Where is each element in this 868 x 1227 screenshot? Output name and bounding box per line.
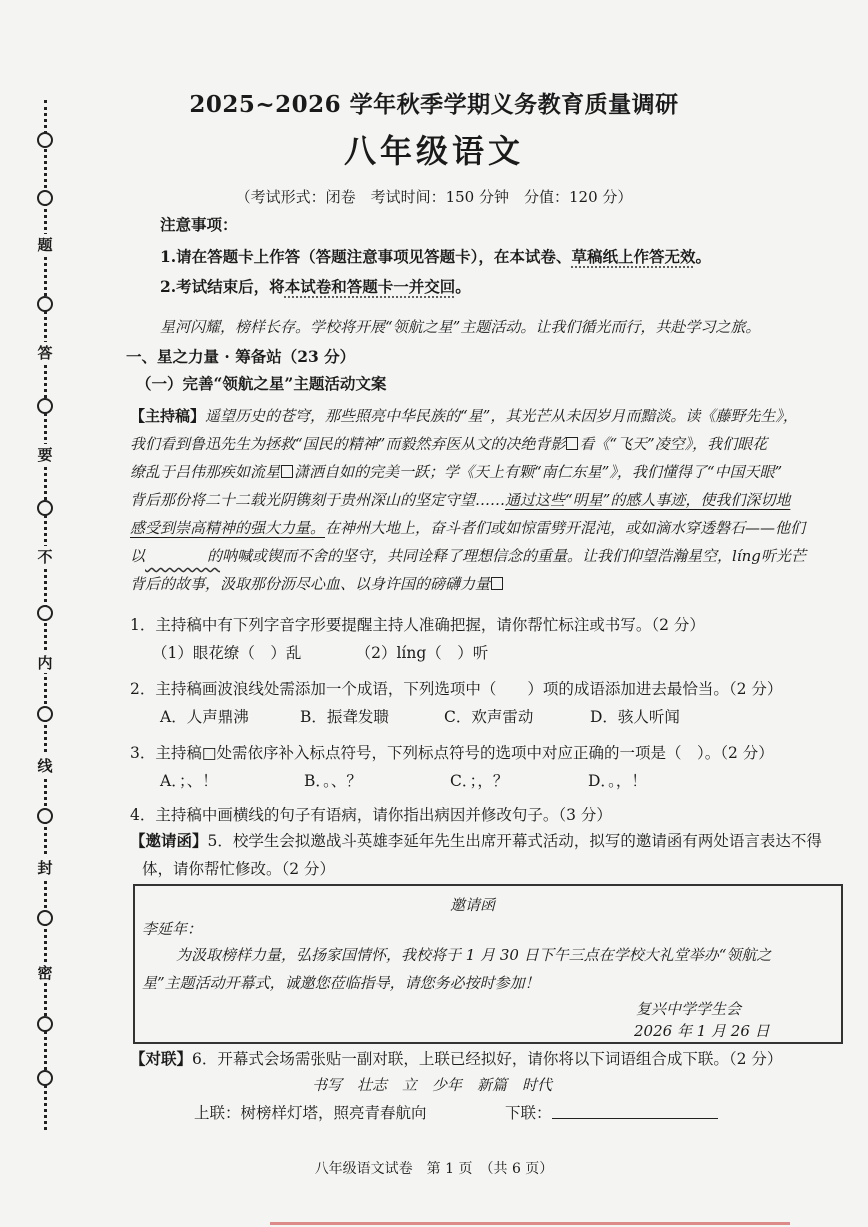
host-text: 背后的故事，汲取那份沥尽心血、以身许国的磅礴力量 (130, 575, 491, 593)
host-text: 看《“飞天”凌空》，我们眼花 (579, 435, 768, 453)
host-text: 以 (130, 547, 146, 565)
exam-title: 2025~2026 学年秋季学期义务教育质量调研 (189, 91, 679, 118)
host-text: 遥望历史的苍穹，那些照亮中华民族的“星”，其光芒从未因岁月而黯淡。读《藤野先生》， (205, 407, 798, 425)
notes-text: 。 (695, 247, 711, 266)
seal-char: 内 (37, 654, 53, 672)
option-d: D．骇人听闻 (590, 708, 680, 726)
host-text: 背后那份将二十二载光阴镌刻于贵州深山的坚定守望…… (130, 491, 506, 509)
page-footer: 八年级语文试卷 第 1 页 （共 6 页） (314, 1161, 554, 1177)
host-line (130, 430, 850, 458)
invitation-salutation: 李延年： (142, 920, 203, 938)
question-5-cont: 体，请你帮忙修改。（2 分） (142, 860, 336, 878)
invitation-date: 2026 年 1 月 26 日 (634, 1022, 770, 1040)
q6-text: 6．开幕式会场需张贴一副对联，上联已经拟好，请你将以下词语组合成下联。（2 分） (192, 1050, 783, 1068)
underlined-sentence: 通过这些“明星”的感人事迹，使我们深切地 (505, 491, 791, 509)
host-text: 在神州大地上，奋斗者们或如惊雷劈开混沌，或如滴水穿透磐石——他们 (325, 519, 806, 537)
option-b: B．振聋发聩 (300, 708, 389, 726)
host-text: 缭乱于吕伟那疾如流星 (130, 463, 281, 481)
blank-box (491, 577, 503, 590)
host-label: 【主持稿】 (130, 407, 206, 425)
notes-item-1 (160, 244, 711, 270)
notes-emphasis: 草稿纸上作答无效 (571, 247, 696, 266)
option-a: A．；、！ (160, 772, 218, 790)
seal-char: 不 (37, 548, 53, 566)
q6-label: 【对联】 (130, 1049, 193, 1068)
question-1-options: （1）眼花缭（ ）乱 （2）líng（ ）听 (152, 644, 489, 662)
couplet-lower-blank (552, 1118, 718, 1119)
host-text: 潇洒自如的完美一跃；学《天上有颗“南仁东星”》，我们懂得了“中国天眼” (294, 463, 783, 481)
notes-heading: 注意事项： (160, 215, 238, 234)
question-3-options (160, 768, 800, 794)
invitation-body: 为汲取榜样力量，弘扬家国情怀，我校将于 1 月 30 日下午三点在学校大礼堂举办“领航之 (176, 946, 772, 964)
binding-hole (37, 706, 53, 722)
seal-char: 题 (37, 236, 53, 254)
question-2: 2．主持稿画波浪线处需添加一个成语，下列选项中（ ）项的成语添加进去最恰当。（2 分） (130, 680, 783, 698)
notes-emphasis: 本试卷和答题卡一并交回 (284, 277, 456, 296)
question-4: 4．主持稿中画横线的句子有语病，请你指出病因并修改句子。（3 分） (130, 806, 612, 824)
invitation-signer: 复兴中学学生会 (636, 1000, 742, 1018)
subsection-heading: （一）完善“领航之星”主题活动文案 (136, 374, 387, 393)
invitation-body: 星”主题活动开幕式，诚邀您莅临指导，请您务必按时参加！ (142, 974, 540, 992)
binding-hole (37, 1070, 53, 1086)
blank-box (281, 465, 293, 478)
question-1: 1．主持稿中有下列字音字形要提醒主持人准确把握，请你帮忙标注或书写。（2 分） (130, 616, 705, 634)
subject-title: 八年级语文 (343, 132, 524, 170)
q5-text: 5．校学生会拟邀战斗英雄李延年先生出席开幕式活动，拟写的邀请函有两处语言表达不得 (207, 832, 822, 850)
section-heading: 一、星之力量 · 筹备站（23 分） (126, 347, 356, 366)
option-c: C．欢声雷动 (444, 708, 534, 726)
couplet-upper: 上联：树榜样灯塔，照亮青春航向 (194, 1104, 427, 1122)
binding-hole (37, 296, 53, 312)
binding-hole (37, 605, 53, 621)
seal-char: 要 (37, 446, 53, 464)
host-text: 我们看到鲁迅先生为拯救“国民的精神”而毅然弃医从文的决绝背影 (130, 435, 566, 453)
wavy-blank (145, 544, 207, 558)
option-d: D．。，！ (588, 772, 647, 790)
notes-text: 。 (455, 277, 471, 296)
host-line (130, 514, 850, 542)
question-2-options (160, 704, 800, 730)
question-6 (130, 1046, 782, 1072)
invitation-title: 邀请函 (450, 896, 496, 914)
option-c: C．；，？ (450, 772, 509, 790)
host-line (130, 402, 850, 430)
seal-char: 答 (37, 344, 53, 362)
couplet-lower-label: 下联： (505, 1104, 552, 1122)
underlined-sentence: 感受到崇高精神的强大力量。 (130, 519, 326, 537)
option-b: B．。、？ (304, 772, 362, 790)
binding-hole (37, 910, 53, 926)
exam-info: （考试形式：闭卷 考试时间：150 分钟 分值：120 分） (235, 188, 633, 206)
bottom-edge-mark (270, 1222, 790, 1225)
notes-text: 1.请在答题卡上作答（答题注意事项见答题卡），在本试卷、 (160, 247, 572, 266)
blank-box (566, 437, 578, 450)
notes-item-2 (160, 274, 471, 300)
binding-hole (37, 1016, 53, 1032)
q5-label: 【邀请函】 (130, 831, 208, 850)
host-line (130, 542, 850, 570)
host-line (130, 458, 850, 486)
binding-hole (37, 500, 53, 516)
host-line (130, 486, 850, 514)
seal-char: 线 (37, 757, 53, 775)
seal-char: 封 (37, 859, 53, 877)
option-a: A．人声鼎沸 (160, 708, 249, 726)
binding-hole (37, 808, 53, 824)
question-3: 3．主持稿□处需依序补入标点符号，下列标点符号的选项中对应正确的一项是（ ）。（2 分） (130, 744, 774, 762)
seal-char: 密 (37, 964, 53, 982)
host-text: 的呐喊或锲而不舍的坚守，共同诠释了理想信念的重量。让我们仰望浩瀚星空，líng听光芒 (207, 547, 806, 565)
host-script (130, 402, 850, 598)
notes-text: 2.考试结束后，将 (160, 277, 285, 296)
couplet-words: 书写 壮志 立 少年 新篇 时代 (312, 1076, 553, 1094)
intro-text: 星河闪耀，榜样长存。学校将开展“领航之星”主题活动。让我们循光而行，共赴学习之旅。 (160, 318, 761, 336)
host-line (130, 570, 850, 598)
question-5 (130, 828, 822, 854)
binding-hole (37, 398, 53, 414)
